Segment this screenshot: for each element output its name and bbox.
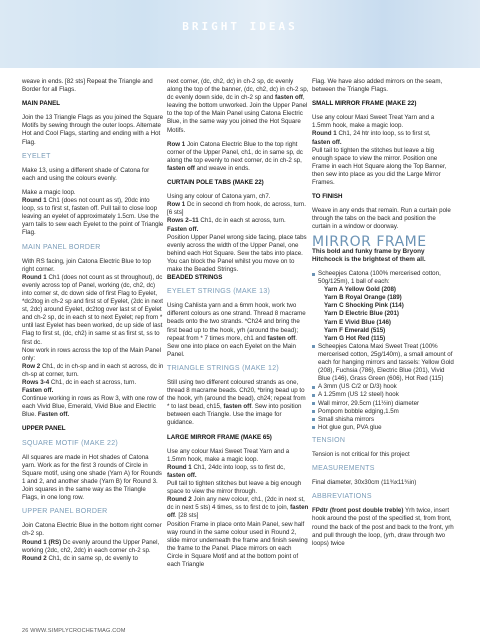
instruction-text: . Sew into position between each Triangle. Use the image for guidance. [167, 403, 302, 427]
round-label: Round 2 [167, 496, 192, 504]
paragraph [167, 302, 309, 359]
list-item: Yarn C Shocking Pink (114) [324, 302, 404, 310]
paragraph: All squares are made in Hot shades of Catona yarn. Work as for the first 3 rounds of Circle in Square motif, using one shade (Yarn A) for Rounds 1 and 2, and another shade (Yarn B) for Round 3. Join squares in the same way as the Triangle Flags, in one long row. [22, 453, 162, 502]
round-label: Round 1 [22, 273, 47, 281]
round-label: Round 1 [167, 463, 192, 471]
column-3 [312, 78, 454, 554]
paragraph [22, 197, 164, 237]
list-item: Yarn D Electric Blue (201) [324, 310, 399, 318]
row-label: Rows 3-4 [22, 379, 50, 386]
fasten-off: fasten off [167, 504, 309, 520]
paragraph: Position Upper Panel wrong side facing, place tabs evenly across the width of the Upper Panel, one behind each Hot Square. Sew the tabs into place. [167, 233, 307, 257]
paragraph [22, 539, 164, 555]
instruction-text: Join Catona Electric Blue to the top right corner of the Upper Panel, ch1, dc in same sp, dc along the top evenly to next corner, dc in ch-2 sp, [167, 140, 303, 164]
fasten-off: fasten off [223, 403, 252, 411]
list-item: Scheepjes Catona Maxi Sweet Treat (100% mercerised cotton, 25g/140m), a small amount of each for hanging mirrors and tassels: Yellow Gold (208), Fuchsia (786), Electric Blue (201), Vivid Blue (146), Grass Green (606), Hot Red (115) [312, 343, 454, 383]
list-item: Yarn B Royal Orange (189) [324, 294, 402, 302]
fasten-off: Fasten off. [37, 411, 70, 419]
instruction-text: Ch1 (does not count as st throughout), dc evenly across top of Panel, working (dc, ch2, dc) into corner st, dc down side of first Flag to Eyelet, *dc2tog in ch-2 sp and first st of Eyelet, (2dc in next st, 2dc) around Eyelet, dc2tog over last st of Eyelet and ch-2 sp, dc in each st to next Eyelet; rep from * until last Eyelet has been worked, dc up side of last Flag to first st, (dc, ch2) in same st as first st, ss to first dc. [22, 273, 164, 346]
paragraph: Now work in rows across the top of the Main Panel only: [22, 346, 161, 362]
row-label: Row 1 [167, 140, 186, 148]
fasten-off: fasten off. [312, 138, 342, 146]
subheading-eyelet-strings: EYELET STRINGS (MAKE 13) [167, 288, 271, 296]
paragraph: Tension is not critical for this project [312, 450, 410, 458]
instruction-text: Still using two different coloured strands as one, thread 8 macrame beads. Ch20, *bring bead up to the hook, yrh (around the bead), ch24; repeat from * to last bead, ch15, [167, 379, 306, 411]
heading-upper-panel: UPPER PANEL [22, 425, 66, 433]
instruction-text: Ch1, 24 htr into loop, ss to first st, [336, 130, 431, 138]
instruction-text: Ch1, dc in each st across, turn. [198, 217, 286, 225]
list-item: Yarn E Vivid Blue (146) [324, 318, 391, 326]
row-label: Rows 2–11 [167, 217, 199, 225]
heading-curtain-pole-tabs: CURTAIN POLE TABS (MAKE 22) [167, 179, 264, 187]
paragraph: Using any colour of Catona yarn, ch7. [167, 193, 271, 201]
paragraph: Position Frame in place onto Main Panel, sew half way round in the same colour used in Round 2, slide mirror underneath the frame and finish sewing the frame to the Panel. Place mirrors on each Circle in Square Motif and at the bottom point of each Triangle [167, 520, 308, 568]
instruction-text: Dc evenly around the Upper Panel, working (2dc, ch2, 2dc) in each corner ch-2 sp. [22, 538, 160, 554]
heading-to-finish: TO FINISH [312, 193, 343, 201]
instruction-text: Ch1, dc in ch-sp and in each st across, dc in ch-sp at corner, turn. [22, 362, 164, 378]
round-label: Round 1 [22, 197, 47, 205]
abbreviation-definition: Yrh twice, insert hook around the post of the specified st, from front, round the back of the post and back to the front, yrh and pull through the loop, (yrh, draw through two loops) twice [312, 507, 454, 547]
subheading-tension: TENSION [312, 436, 346, 444]
paragraph [22, 274, 164, 347]
paragraph: Use any colour Maxi Sweet Treat Yarn and a 1.5mm hook, make a magic loop. [167, 447, 290, 463]
paragraph [312, 130, 454, 138]
list-item: Yarn F Emerald (515) [324, 326, 386, 334]
paragraph [22, 395, 164, 419]
paragraph [22, 363, 164, 379]
materials-list [312, 270, 454, 432]
paragraph: With RS facing, join Catona Electric Blue to top right corner. [22, 257, 151, 273]
subheading-upper-panel-border: UPPER PANEL BORDER [22, 508, 108, 516]
fasten-off: fasten off. [167, 471, 197, 479]
row-label: Row 1 [167, 201, 186, 209]
paragraph [167, 379, 309, 428]
fasten-off: Fasten off. [22, 387, 54, 395]
paragraph: You can block the Panel whilst you move on to make the Beaded Strings. [167, 257, 295, 273]
fasten-off: Fasten off. [167, 225, 199, 233]
list-item: Scheepjes Catona (100% mercerised cotton, 50g/125m), 1 ball of each: [312, 270, 454, 286]
abbreviation-term: FPdtr (front post double treble) [312, 507, 404, 515]
subheading-eyelet: EYELET [22, 152, 51, 160]
row-label: Row 2 [22, 362, 41, 370]
round-label: Round 1 (RS) [22, 538, 62, 546]
paragraph [167, 464, 309, 472]
paragraph: Use any colour Maxi Sweet Treat Yarn and a 1.5mm hook, make a magic loop. [312, 114, 435, 130]
fasten-off: fasten off [275, 94, 303, 102]
subheading-measurements: MEASUREMENTS [312, 465, 375, 473]
instruction-text: and weave in ends. [194, 164, 250, 172]
list-item: Yarn G Hot Red (115) [324, 334, 386, 342]
paragraph [312, 507, 454, 547]
instruction-text: . Sew one into place on each Eyelet on the Main Panel. [167, 334, 297, 358]
paragraph: Pull tail to tighten the stitches but leave a big enough space to view the mirror. Position one Frame in each Hot Square along the Top Banner, then sew into place as you did the Large Mirror Frames. [312, 146, 447, 187]
pattern-intro: This bold and funky frame by Bryony Hitchcock is the brightest of them all. [312, 247, 426, 263]
paragraph: Final diameter, 30x30cm (11¾x11¾in) [312, 479, 417, 487]
fasten-off: fasten off [267, 334, 296, 342]
section-title: BRIGHT IDEAS [182, 20, 298, 33]
paragraph: weave in ends. [82 sts] Repeat the Triangle and Border for all Flags. [22, 78, 153, 94]
paragraph: Pull tail to tighten stitches but leave a big enough space to view the mirror through. [167, 480, 302, 496]
instruction-text: Continue working in rows as Row 3, with one row of each Vivid Blue, Emerald, Vivid Blue and Electric Blue. [22, 395, 164, 419]
heading-main-panel: MAIN PANEL [22, 100, 61, 108]
column-1 [22, 78, 164, 563]
instruction-text: Ch1, dc in each st across, turn. [49, 379, 137, 386]
instruction-text: Dc in second ch from hook, dc across, turn. [6 sts] [167, 201, 306, 217]
paragraph [22, 555, 164, 563]
instruction-text: Ch1 (does not count as st), 20dc into loop, ss to first st, fasten off. Pull tail to close loop leaving an eyelet of approximately 1.5cm. Use the yarn tails to sew each Eyelet to the point of Triangle Flag. [22, 197, 164, 237]
list-item: Hot glue gun, PVA glue [312, 424, 454, 432]
subheading-triangle-strings: TRIANGLE STRINGS (MAKE 12) [167, 364, 280, 372]
instruction-text: , leaving the bottom unworked. Join the Upper Panel to the top of the Main Panel using Catona Electric Blue, in the same way you joined the Hot Square Motifs. [167, 94, 308, 134]
paragraph: Join the 13 Triangle Flags as you joined the Square Motifs by sewing through the outer loops. Alternate Hot and Cool Flags, starting and ending with a Hot Flag. [22, 114, 164, 146]
list-item: Yarn A Yellow Gold (208) [324, 286, 396, 294]
list-item: A 1.25mm (US 12 steel) hook [312, 391, 454, 399]
heading-beaded-strings: BEADED STRINGS [167, 274, 223, 282]
instruction-text: . [28 sts] [174, 512, 199, 520]
page-footer: 26 WWW.SIMPLYCROCHETMAG.COM [22, 628, 126, 634]
column-2 [167, 78, 309, 569]
round-label: Round 2 [22, 554, 47, 562]
paragraph: Make a magic loop. [22, 188, 76, 196]
paragraph: Join Catona Electric Blue in the bottom right corner ch-2 sp. [22, 522, 162, 538]
list-item: A 3mm (US C/2 or D/3) hook [312, 383, 454, 391]
paragraph [167, 201, 309, 217]
instruction-text: next corner, (dc, ch2, dc) in ch-2 sp, dc evenly along the top of the banner, (dc, ch2, dc) in ch-2 sp, dc evenly down side, dc in ch-2 sp and [167, 78, 309, 102]
subheading-main-panel-border: MAIN PANEL BORDER [22, 243, 101, 251]
list-item: Pompom bobble edging,1.5m [312, 408, 454, 416]
instruction-text: Using Cahlista yarn and a 6mm hook, work two different colours as one strand. Thread 8 macrame beads onto the two strands. *Ch24 and bring the first bead up to the hook, yrh (around the bead); repeat from * 7 times more, ch1 and [167, 302, 306, 342]
subheading-square-motif: SQUARE MOTIF (MAKE 22) [22, 439, 119, 447]
list-item: Wall mirror, 29.5cm (11½in) diameter [312, 400, 454, 408]
paragraph [167, 78, 309, 135]
paragraph: Make 13, using a different shade of Catona for each and using the colours evenly. [22, 166, 150, 182]
mirror-frame-title: MIRROR FRAME [312, 233, 427, 250]
paragraph [167, 496, 309, 520]
heading-small-mirror-frame: SMALL MIRROR FRAME (MAKE 22) [312, 100, 417, 108]
header-banner [0, 0, 480, 68]
instruction-text: Ch1, 24dc into loop, ss to first dc, [191, 463, 285, 471]
paragraph [167, 141, 309, 173]
paragraph: Flag. We have also added mirrors on the seam, between the Triangle Flags. [312, 78, 443, 94]
instruction-text: Ch1, dc in same sp, dc evenly to [46, 554, 138, 562]
list-item: Small shisha mirrors [312, 416, 454, 424]
round-label: Round 1 [312, 130, 337, 138]
instruction-text: Join any new colour, ch1, (2dc in next st, dc in next 5 sts) 4 times, ss to first dc to join, [167, 496, 305, 512]
subheading-abbreviations: ABBREVIATIONS [312, 493, 372, 501]
paragraph [22, 379, 164, 387]
heading-large-mirror-frame: LARGE MIRROR FRAME (MAKE 65) [167, 433, 272, 441]
paragraph: Weave in any ends that remain. Run a curtain pole through the tabs on the back and position the curtain in a window or doorway. [312, 207, 451, 231]
paragraph [167, 217, 309, 225]
fasten-off: fasten off [167, 164, 195, 172]
